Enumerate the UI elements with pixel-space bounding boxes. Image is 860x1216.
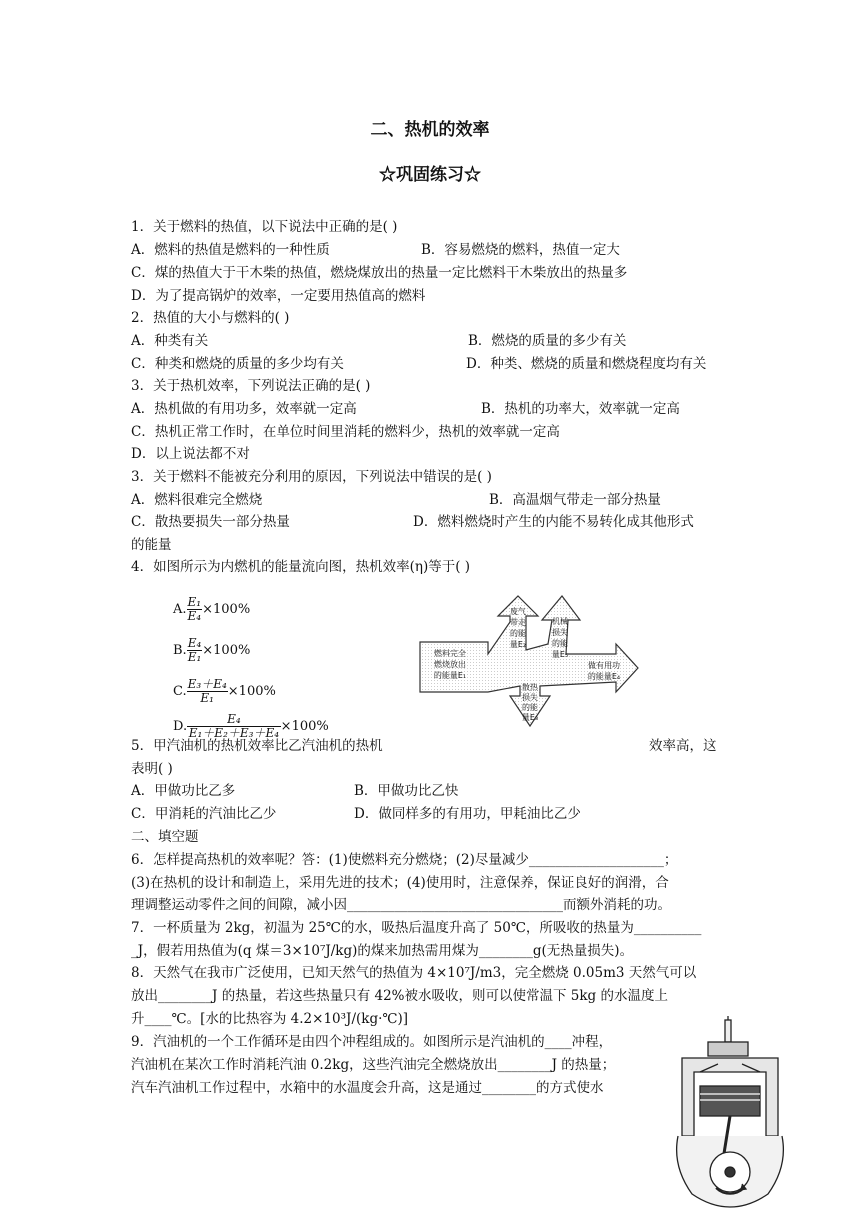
q6-blank-1[interactable]: ____________________ xyxy=(528,852,664,868)
q3b-option-a: A．燃料很难完全燃烧 xyxy=(131,492,263,508)
q4-stem: 4．如图所示为内燃机的能量流向图，热机效率(η)等于( ) xyxy=(131,559,471,575)
diagram-heatloss-line-2: 损失 xyxy=(522,693,538,702)
q1-stem: 1．关于燃料的热值，以下说法中正确的是( ) xyxy=(131,219,398,235)
q2-option-d: D．种类、燃烧的质量和燃烧程度均有关 xyxy=(466,356,707,372)
diagram-exhaust-line-2: 带走 xyxy=(510,618,526,627)
q4-option-a-tail: ×100% xyxy=(202,602,251,617)
page-title: 二、热机的效率 xyxy=(370,120,490,140)
diagram-useful-line-2: 的能量E₄ xyxy=(587,672,621,681)
diagram-source-line-1: 燃料完全 xyxy=(434,649,466,658)
q7-line-1: 7．一杯质量为 2kg，初温为 25℃的水，吸热后温度升高了 50℃，所吸收的热量为__________ xyxy=(131,920,702,936)
q7-line-2: _J，假若用热值为(q 煤＝3×10⁷J/kg)的煤来加热需用煤为________g(无热量损失)。 xyxy=(131,943,634,959)
q3b-stem: 3．关于燃料不能被充分利用的原因，下列说法中错误的是( ) xyxy=(131,469,492,485)
q3a-option-b: B．热机的功率大，效率就一定高 xyxy=(481,401,680,417)
q4-option-a-label: A. xyxy=(173,602,187,617)
q6-blank-2[interactable]: ________________________________ xyxy=(347,897,563,913)
q6-line-1-end: ； xyxy=(663,852,678,868)
q1-option-d: D．为了提高锅炉的效率，一定要用热值高的燃料 xyxy=(131,288,426,304)
q8-line-1: 8．天然气在我市广泛使用，已知天然气的热值为 4×10⁷J/m3，完全燃烧 0.05m3 天然气可以 xyxy=(131,965,697,981)
section-fill-in: 二、填空题 xyxy=(131,829,199,845)
q3a-option-c: C．热机正常工作时，在单位时间里消耗的燃料少，热机的效率就一定高 xyxy=(131,424,560,440)
diagram-heatloss-line-1: 散热 xyxy=(522,683,538,692)
q9-line-3: 汽车汽油机工作过程中，水箱中的水温度会升高，这是通过________的方式使水 xyxy=(131,1080,604,1096)
q4-option-b-numerator: E₄ xyxy=(187,636,202,650)
q6-line-1 xyxy=(131,849,677,871)
q4-option-b xyxy=(173,637,250,664)
q6-line-1-text: 6．怎样提高热机的效率呢？答：(1)使燃料充分燃烧；(2)尽量减少 xyxy=(131,852,529,868)
diagram-mech-line-2: 损失 xyxy=(552,628,568,637)
energy-flow-diagram xyxy=(418,592,640,740)
q4-option-a xyxy=(173,596,250,623)
q5-option-c: C．甲消耗的汽油比乙少 xyxy=(131,806,277,822)
q4-option-b-denominator: E₁ xyxy=(187,650,202,664)
q2-option-a: A．种类有关 xyxy=(131,333,209,349)
q4-option-c-denominator: E₁ xyxy=(200,691,214,705)
q4-option-a-numerator: E₁ xyxy=(187,595,202,609)
diagram-heatloss-line-4: 量E₃ xyxy=(521,713,539,722)
q6-line-3-text: 理调整运动零件之间的间隙，减小因 xyxy=(131,897,347,913)
q6-line-3 xyxy=(131,894,671,916)
q4-option-c xyxy=(173,678,276,705)
q5-stem: 5．甲汽油机的热机效率比乙汽油机的热机 xyxy=(131,738,383,754)
q3b-option-c: C．散热要损失一部分热量 xyxy=(131,514,290,530)
q5-option-b: B．甲做功比乙快 xyxy=(354,783,459,799)
q4-option-d-denominator: E₁＋E₂＋E₃＋E₄ xyxy=(188,726,280,740)
gasoline-engine-figure xyxy=(672,1016,790,1212)
diagram-exhaust-line-1: 废气 xyxy=(510,607,526,616)
diagram-useful-line-1: 做有用功 xyxy=(588,661,620,670)
q6-line-3-end: 而额外消耗的功。 xyxy=(563,897,671,913)
diagram-heatloss-line-3: 的能 xyxy=(522,703,538,712)
q3b-option-d-cont: 的能量 xyxy=(131,537,172,553)
section-subtitle: ☆巩固练习☆ xyxy=(379,165,481,185)
diagram-mech-line-4: 量E₅ xyxy=(551,650,569,659)
diagram-source-line-3: 的能量E₁ xyxy=(433,671,467,680)
q2-stem: 2．热值的大小与燃料的( ) xyxy=(131,310,290,326)
q3a-option-a: A．热机做的有用功多，效率就一定高 xyxy=(131,401,357,417)
diagram-mech-line-1: 机械 xyxy=(552,617,568,626)
q3a-option-d: D．以上说法都不对 xyxy=(131,446,250,462)
diagram-mech-line-3: 的能 xyxy=(552,639,568,648)
q5-stem-tail: 效率高，这 xyxy=(649,738,717,754)
q2-option-b: B．燃烧的质量的多少有关 xyxy=(468,333,627,349)
q9-line-2: 汽油机在某次工作时消耗汽油 0.2kg，这些汽油完全燃烧放出________J 的热量； xyxy=(131,1057,616,1073)
q8-line-3: 升____℃。[水的比热容为 4.2×10³J/(kg·℃)] xyxy=(131,1011,409,1027)
q4-option-c-numerator: E₃＋E₄ xyxy=(187,677,227,691)
q1-option-c: C．煤的热值大于干木柴的热值，燃烧煤放出的热量一定比燃料干木柴放出的热量多 xyxy=(131,265,628,281)
q9-line-1: 9．汽油机的一个工作循环是由四个冲程组成的。如图所示是汽油机的____冲程， xyxy=(131,1034,613,1050)
diagram-source-line-2: 燃烧放出 xyxy=(434,660,466,669)
q2-option-c: C．种类和燃烧的质量的多少均有关 xyxy=(131,356,344,372)
q1-option-a: A．燃料的热值是燃料的一种性质 xyxy=(131,242,330,258)
q3b-option-b: B．高温烟气带走一部分热量 xyxy=(489,492,661,508)
q6-line-2: (3)在热机的设计和制造上，采用先进的技术；(4)使用时，注意保养，保证良好的润滑，合 xyxy=(131,875,669,891)
q3a-stem: 3．关于热机效率，下列说法正确的是( ) xyxy=(131,378,371,394)
q4-option-d-tail: ×100% xyxy=(280,719,329,734)
q4-option-b-label: B. xyxy=(173,643,187,658)
q4-option-a-denominator: E₄ xyxy=(187,609,202,623)
q4-option-c-tail: ×100% xyxy=(227,684,276,699)
diagram-exhaust-line-4: 量E₂ xyxy=(509,640,527,649)
q4-option-c-label: C. xyxy=(173,684,187,699)
q1-option-b: B．容易燃烧的燃料，热值一定大 xyxy=(421,242,620,258)
q5-option-d: D．做同样多的有用功，甲耗油比乙少 xyxy=(354,806,581,822)
q4-option-d-label: D. xyxy=(173,719,188,734)
q5-option-a: A．甲做功比乙多 xyxy=(131,783,236,799)
q3b-option-d: D．燃料燃烧时产生的内能不易转化成其他形式 xyxy=(413,514,694,530)
diagram-exhaust-line-3: 的能 xyxy=(510,629,526,638)
q8-line-2: 放出________J 的热量，若这些热量只有 42%被水吸收，则可以使常温下 5kg 的水温度上 xyxy=(131,988,668,1004)
q5-stem-cont: 表明( ) xyxy=(131,761,173,777)
q4-option-d-numerator: E₄ xyxy=(187,713,281,727)
q4-option-b-tail: ×100% xyxy=(202,643,251,658)
